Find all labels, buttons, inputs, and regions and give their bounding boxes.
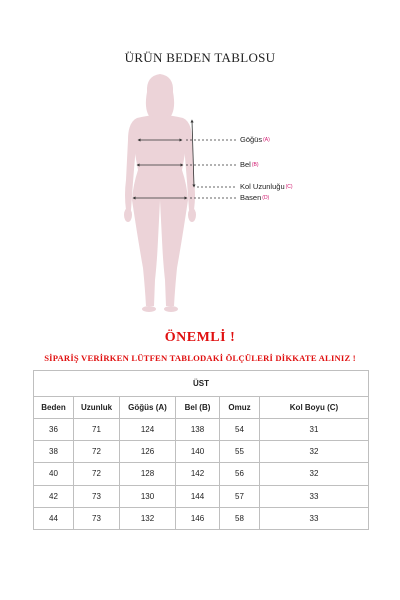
table-cell: 124 <box>120 419 176 441</box>
table-cell: 44 <box>34 507 74 529</box>
table-cell: 72 <box>74 463 120 485</box>
column-header-waist: Bel (B) <box>176 397 220 419</box>
table-cell: 57 <box>220 485 260 507</box>
table-cell: 38 <box>34 441 74 463</box>
table-cell: 142 <box>176 463 220 485</box>
table-row <box>34 419 369 441</box>
table-cell: 32 <box>260 441 369 463</box>
table-cell: 55 <box>220 441 260 463</box>
table-cell: 71 <box>74 419 120 441</box>
hip-label: Basen(D) <box>240 193 270 202</box>
size-table <box>33 370 369 530</box>
table-cell: 132 <box>120 507 176 529</box>
table-cell: 40 <box>34 463 74 485</box>
page-title: ÜRÜN BEDEN TABLOSU <box>124 50 276 65</box>
column-header-chest: Göğüs (A) <box>120 397 176 419</box>
table-cell: 140 <box>176 441 220 463</box>
silhouette-shape <box>124 74 196 312</box>
table-header-row <box>34 397 369 419</box>
table-cell: 33 <box>260 507 369 529</box>
table-cell: 72 <box>74 441 120 463</box>
table-cell: 144 <box>176 485 220 507</box>
column-header-size: Beden <box>34 397 74 419</box>
table-cell: 146 <box>176 507 220 529</box>
table-cell: 73 <box>74 485 120 507</box>
sleeve-length-label: Kol Uzunluğu(C) <box>240 182 293 191</box>
order-notice: SİPARİŞ VERİRKEN LÜTFEN TABLODAKİ ÖLÇÜLERİ DİKKATE ALINIZ ! <box>44 353 356 363</box>
table-cell: 36 <box>34 419 74 441</box>
table-cell: 58 <box>220 507 260 529</box>
chest-label: Göğüs(A) <box>240 135 270 144</box>
table-cell: 42 <box>34 485 74 507</box>
table-row <box>34 507 369 529</box>
table-cell: 130 <box>120 485 176 507</box>
table-cell: 73 <box>74 507 120 529</box>
table-cell: 126 <box>120 441 176 463</box>
table-row <box>34 463 369 485</box>
table-row <box>34 441 369 463</box>
table-cell: 138 <box>176 419 220 441</box>
table-row <box>34 485 369 507</box>
column-header-sleeve: Kol Boyu (C) <box>260 397 369 419</box>
table-cell: 33 <box>260 485 369 507</box>
table-group-header: ÜST <box>34 371 369 397</box>
column-header-length: Uzunluk <box>74 397 120 419</box>
table-cell: 128 <box>120 463 176 485</box>
waist-label: Bel(B) <box>240 160 259 169</box>
column-header-shoulder: Omuz <box>220 397 260 419</box>
important-heading: ÖNEMLİ ! <box>164 330 236 345</box>
table-cell: 54 <box>220 419 260 441</box>
table-cell: 32 <box>260 463 369 485</box>
table-cell: 56 <box>220 463 260 485</box>
table-cell: 31 <box>260 419 369 441</box>
